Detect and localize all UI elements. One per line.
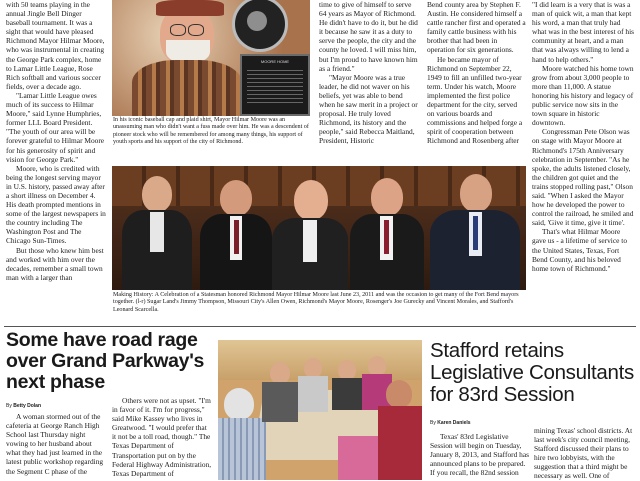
paragraph: mining Texas' school districts. At last week's city council meeting, Stafford discussed their plans to hire two lobbyists, with the suggestion that a third might be necessary as well. One of	[534, 426, 633, 481]
article-column-5	[532, 0, 634, 273]
paragraph: Others were not as upset. "I'm in favor of it. I'm for progress," said Mike Kassey who lives in Greatwood. "I would prefer that it not be a toll road, though." The Texas Department of Transportation put on by the Federal Highway Administration, Texas Department of	[112, 396, 212, 478]
group-photo	[112, 166, 526, 290]
paragraph: with 50 teams playing in the annual Jingle Bell Dinger baseball tournament. It was a sight that would have pleased Richmond Mayor Hilmar Moore, who was instrumental in creating the George Park complex, home to Lamar Little League, Rose Rich softball and various soccer fields, over a decade ago.	[6, 0, 105, 91]
byline-name: Betty Dolan	[13, 403, 42, 409]
byline	[6, 403, 41, 409]
story-column	[6, 412, 106, 476]
paragraph: Congressman Pete Olson was on stage with Mayor Moore at Richmond's 175th Anniversary celebration in September. "As he spoke, the adults listened closely, the children got quiet and the trains stopped rolling past," Olson said. "When I asked the Mayor how he developed the power to control the railroad, he smiled and said, 'Give it time, give it time'.	[532, 127, 634, 228]
person-figure	[200, 178, 272, 290]
paragraph: Moore, who is credited with being the longest serving mayor in U.S. history, passed away after a short illness on December 4. His death prompted mentions in some of the largest newspapers in the country including The Washington Post and The Chicago Sun-Times.	[6, 163, 106, 246]
group-photo-caption: Making History: A Celebration of a Statesman honored Richmond Mayor Hilmar Moore last June 23, 2011 and was the occasion to get many of the Fort Bend mayors together. (l-r) Sugar Land's Jimmy Thompson, Missouri City's Allen Owen, Richmond's Mayor Moore, Rosenger's Joe Gurecky and Vincent Morales, and Stafford's Leonard Scarcella.	[113, 292, 519, 313]
byline-prefix: By	[6, 403, 12, 409]
person-figure	[272, 180, 348, 290]
story-headline: Some have road rage over Grand Parkway's next phase	[6, 329, 205, 393]
paragraph: Moore watched his home town grow from about 3,000 people to more than 11,000. A statue honoring his history and legacy of public service now sits in the town square in historic downtown.	[532, 63, 634, 128]
mayor-portrait-photo	[112, 0, 310, 116]
person-figure	[430, 172, 520, 290]
byline-prefix: By	[430, 420, 436, 426]
story-column	[534, 426, 634, 481]
baseball-cap	[156, 0, 224, 16]
person-figure	[122, 174, 192, 290]
paragraph: Bend county area by Stephen F. Austin. He considered himself a cattle rancher first and operated a family cattle business with his brother that had been in operation for six generations.	[427, 0, 526, 55]
paragraph: He became mayor of Richmond on September 22, 1949 to fill an unfilled two-year term. Under his watch, Moore implemented the first police department for the city, served on various boards and commissions and helped forge a spirit of cooperation between Richmond and Rosenberg after	[427, 54, 523, 146]
paragraph: "Mayor Moore was a true leader, he did not waver on his beliefs, yet was able to bend when he saw merit in a project or proposal. He truly loved Richmond, its history and the people," said Rebecca Maitland, President, Historic	[319, 72, 418, 146]
paragraph: That's what Hilmar Moore gave us - a lifetime of service to the United States, Texas, Fort Bend County, and his beloved home town of Richmond."	[532, 227, 628, 273]
historical-plaque	[240, 54, 310, 116]
paragraph: "I did learn is a very that is was a man of quick wit, a man that kept his word, a man that truly had what was in the best interest of his community at heart, and a man that was always willing to lend a hand to help others."	[532, 0, 635, 64]
paragraph: But those who knew him best and worked with him over the decades, remember a small town man with a larger than	[6, 245, 104, 282]
article-column-1	[6, 0, 107, 282]
paragraph: time to give of himself to serve 64 years as Mayor of Richmond. He didn't have to do it, but he did it because he saw it as a duty to serve the people, the city and the county he loved. I will miss him, but I'm proud to have known him as a friend."	[319, 0, 418, 73]
story-column	[112, 396, 212, 478]
plaid-shirt	[132, 60, 242, 116]
paragraph: A woman stormed out of the cafeteria at George Ranch High School last Thursday night vowing to her husband about what they had just learned in the latest public workshop regarding the Segment C phase of the	[6, 412, 104, 476]
story-headline: Stafford retains Legislative Consultants for 83rd Session	[430, 339, 634, 406]
article-column-4	[427, 0, 526, 146]
paragraph: "Lamar Little League owes much of its success to Hilmar Moore," said Lynne Humphries, former LLL Board President. "The youth of our area will be forever grateful to Hilmar Moore for his generosity of spirit and vision for George Park."	[6, 90, 105, 164]
byline	[430, 420, 471, 426]
workshop-photo	[218, 340, 422, 480]
photo-caption: In his iconic baseball cap and plaid shirt, Mayor Hilmar Moore was an unassuming man who didn't want a fuss made over him. He was a descendent of pioneer stock who will be remembered for among many things, his support of youth sports and his support of the city of Richmond.	[113, 117, 309, 146]
byline-name: Karen Daniels	[437, 420, 471, 426]
article-column-3	[319, 0, 419, 146]
paragraph: Texas' 83rd Legislative Session will begin on Tuesday, January 8, 2013, and Stafford has announced plans to be prepared. If you recall, the 82nd session	[430, 432, 530, 478]
person-figure	[350, 176, 424, 290]
story-column	[430, 432, 530, 477]
section-divider	[4, 326, 636, 327]
plaque-title: MOORE HOME	[260, 59, 290, 64]
